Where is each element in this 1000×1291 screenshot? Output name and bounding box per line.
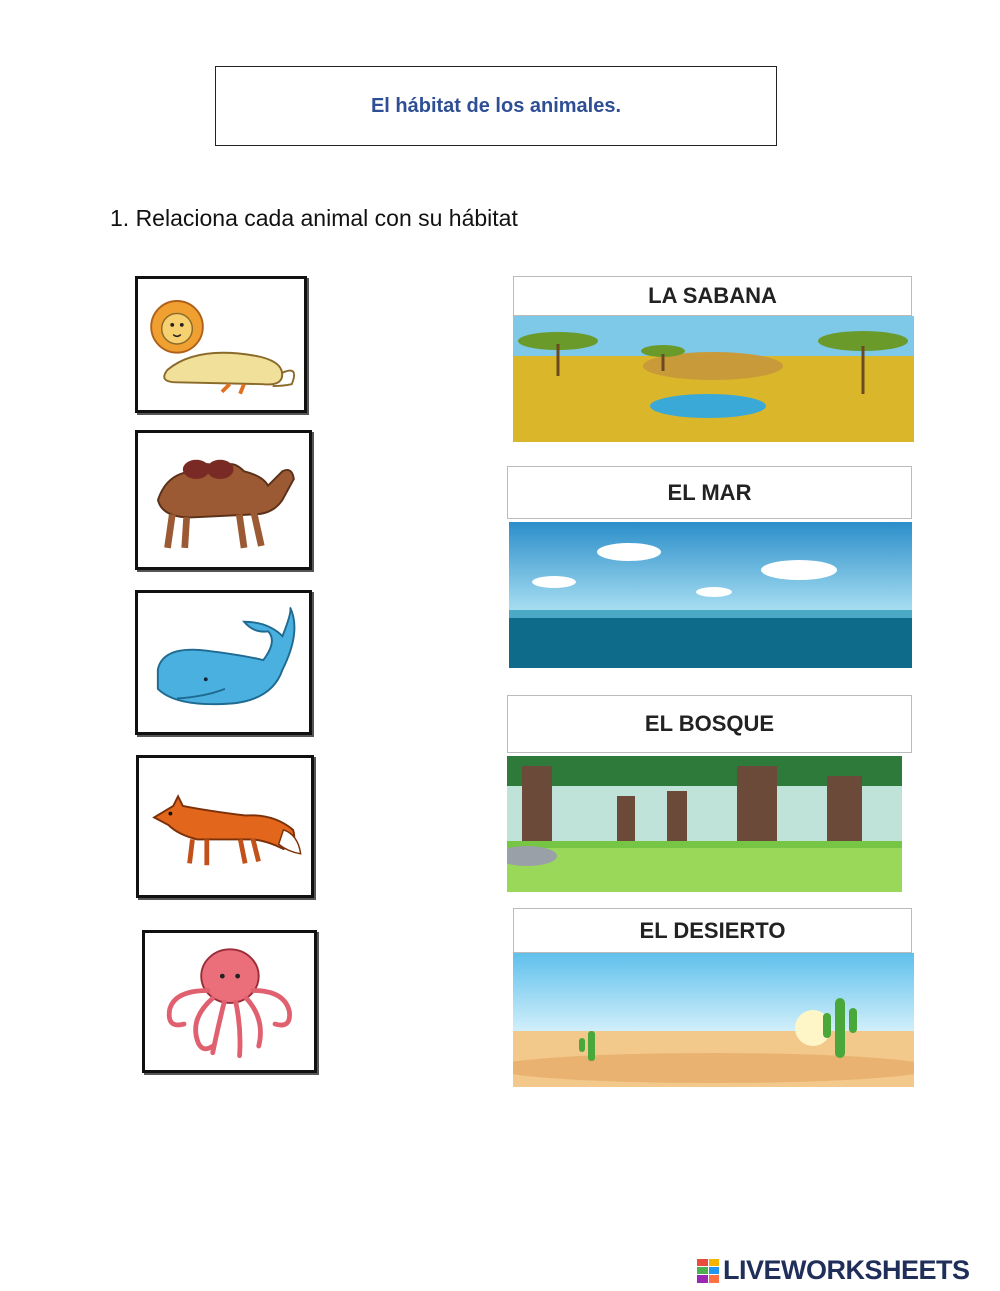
animal-card-camel[interactable]	[135, 430, 312, 570]
animal-card-whale[interactable]	[135, 590, 312, 735]
habitat-label-bosque: EL BOSQUE	[507, 695, 912, 753]
lion-icon	[138, 279, 304, 410]
animal-card-fox[interactable]	[136, 755, 314, 898]
liveworksheets-logo-icon	[697, 1259, 719, 1283]
animal-card-lion[interactable]	[135, 276, 307, 413]
forest-scene-icon	[507, 756, 902, 892]
habitat-image-sabana[interactable]	[513, 316, 914, 442]
habitat-image-mar[interactable]	[509, 522, 912, 668]
habitat-image-desierto[interactable]	[513, 953, 914, 1087]
liveworksheets-brand	[697, 1255, 970, 1286]
instruction-text: 1. Relaciona cada animal con su hábitat	[110, 205, 518, 231]
animal-card-octopus[interactable]	[142, 930, 317, 1073]
brand-text: LIVEWORKSHEETS	[723, 1255, 970, 1285]
octopus-icon	[145, 933, 314, 1070]
habitat-label-sabana: LA SABANA	[513, 276, 912, 316]
habitat-label-desierto: EL DESIERTO	[513, 908, 912, 953]
fox-icon	[139, 758, 311, 895]
habitat-image-bosque[interactable]	[507, 756, 902, 892]
camel-icon	[138, 433, 309, 567]
page-title: El hábitat de los animales.	[370, 94, 622, 117]
sea-scene-icon	[509, 522, 912, 668]
savanna-scene-icon	[513, 316, 914, 442]
whale-icon	[138, 593, 309, 732]
habitat-label-mar: EL MAR	[507, 466, 912, 519]
title-box	[215, 66, 777, 146]
desert-scene-icon	[513, 953, 914, 1087]
